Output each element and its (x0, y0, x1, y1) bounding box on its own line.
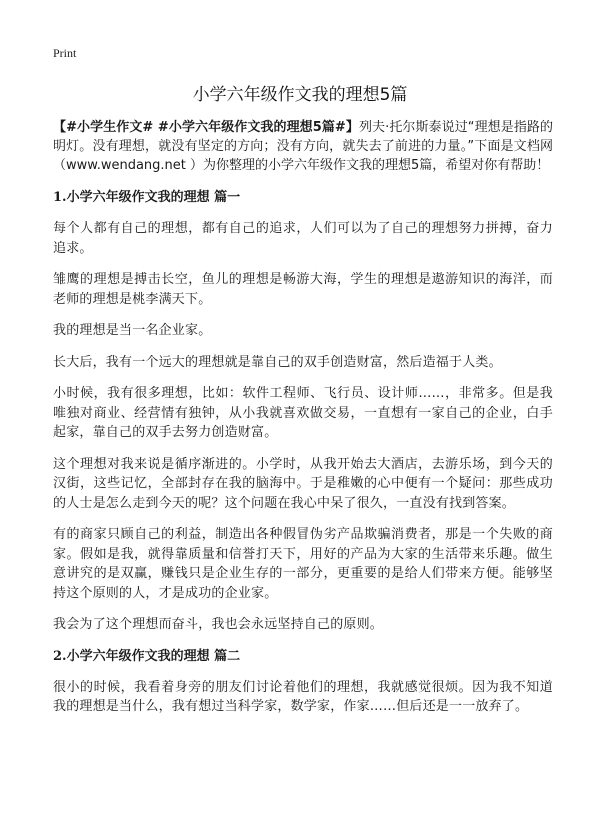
intro-paragraph (53, 118, 553, 175)
intro-text: 列夫·托尔斯泰说过“理想是指路的明灯。没有理想，就没有坚定的方向；没有方向，就失去了前进的力量。”下面是文档网（www.wendang.net ）为你整理的小学六年级作文我的理想5篇，希望对你有帮助！ (53, 120, 553, 173)
paragraph: 有的商家只顾自己的利益，制造出各种假冒伪劣产品欺骗消费者，那是一个失败的商家。假如是我，就得靠质量和信誉打天下，用好的产品为大家的生活带来乐趣。做生意讲究的是双赢，赚钱只是企业生存的一部分，更重要的是给人们带来方便。能够坚持这个原则的人，才是成功的企业家。 (53, 527, 553, 601)
page-title: 小学六年级作文我的理想5篇 (192, 85, 408, 105)
paragraph: 雏鹰的理想是搏击长空，鱼儿的理想是畅游大海，学生的理想是遨游知识的海洋，而老师的理想是桃李满天下。 (53, 272, 553, 307)
article-body (53, 118, 553, 729)
paragraph: 很小的时候，我看着身旁的朋友们讨论着他们的理想，我就感觉很烦。因为我不知道我的理想是当什么，我有想过当科学家，数学家，作家……但后还是一一放弃了。 (53, 679, 553, 714)
paragraph: 每个人都有自己的理想，都有自己的追求，人们可以为了自己的理想努力拼搏，奋力追求。 (53, 221, 553, 256)
paragraph: 长大后，我有一个远大的理想就是靠自己的双手创造财富，然后造福于人类。 (53, 354, 502, 370)
section-heading: 1.小学六年级作文我的理想 篇一 (53, 190, 241, 205)
section-heading: 2.小学六年级作文我的理想 篇二 (53, 648, 241, 664)
section-1 (53, 188, 553, 635)
paragraph: 我的理想是当一名企业家。 (53, 323, 212, 338)
paragraph: 我会为了这个理想而奋斗，我也会永远坚持自己的原则。 (53, 617, 384, 632)
paragraph: 这个理想对我来说是循序渐进的。小学时，从我开始去大酒店，去游乐场，到今天的汉街，这些记忆，全部封存在我的脑海中。于是稚嫩的心中便有一个疑问：那些成功的人士是怎么走到今天的呢？这个问题在我心中呆了很久，一直没有找到答案。 (53, 456, 553, 511)
paragraph: 小时候，我有很多理想，比如：软件工程师、飞行员、设计师……，非常多。但是我唯独对商业、经营情有独钟，从小我就喜欢做交易，一直想有一家自己的企业，白手起家，靠自己的双手去努力创造财富。 (53, 386, 553, 440)
print-link[interactable]: Print (53, 46, 77, 60)
intro-tags: 【#小学生作文# #小学六年级作文我的理想5篇#】 (53, 120, 359, 135)
section-2 (53, 647, 553, 717)
